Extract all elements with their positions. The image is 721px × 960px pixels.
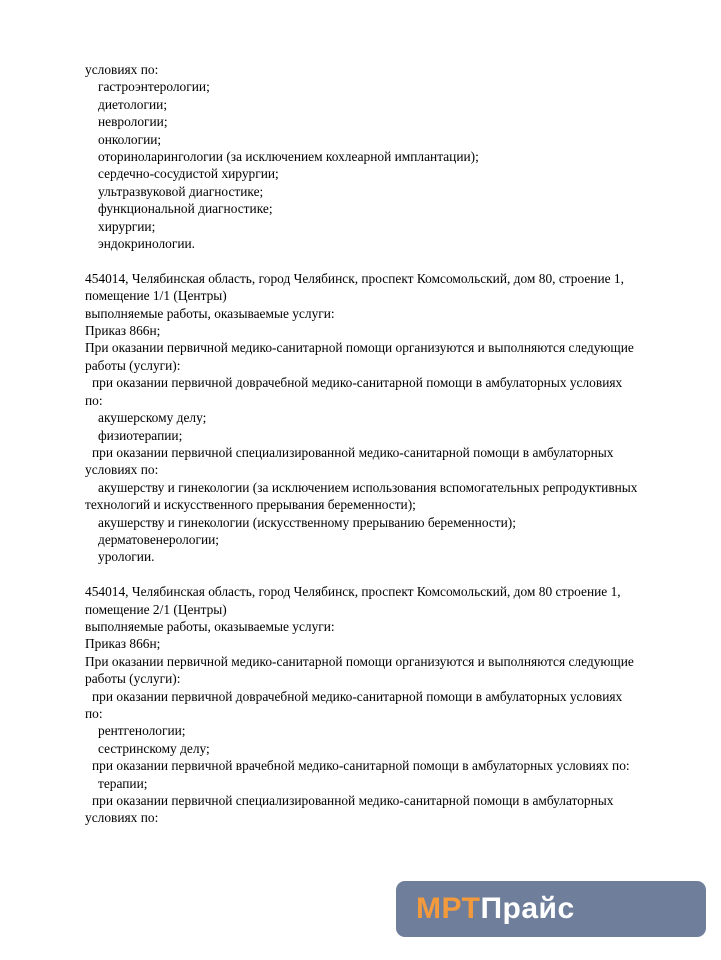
block3-address-line1: 454014, Челябинская область, город Челябинск, проспект Комсомольский, дом 80 строение 1,	[85, 584, 621, 600]
list-item: сестринскому делу;	[98, 740, 210, 756]
list-item: рентгенологии;	[98, 723, 186, 739]
block3-specialized-line2: условиях по:	[85, 810, 159, 826]
block2-prehospital-line2: по:	[85, 392, 103, 408]
list-item: акушерскому делу;	[98, 410, 207, 426]
block1-intro: условиях по:	[85, 62, 159, 77]
block2-order: Приказ 866н;	[85, 323, 161, 339]
list-item: ультразвуковой диагностике;	[98, 183, 264, 199]
list-item: сердечно-сосудистой хирургии;	[98, 166, 279, 182]
block3-specialized-line1: при оказании первичной специализированной медико-санитарной помощи в амбулаторных	[92, 793, 614, 809]
block2-address-line2: помещение 1/1 (Центры)	[85, 288, 227, 304]
list-item: функциональной диагностике;	[98, 201, 273, 217]
list-item: физиотерапии;	[98, 427, 183, 443]
block3-intro-line2: работы (услуги):	[85, 671, 181, 687]
list-item: гастроэнтерологии;	[98, 79, 210, 95]
block2-address-line1: 454014, Челябинская область, город Челябинск, проспект Комсомольский, дом 80, строение 1,	[85, 270, 624, 286]
paragraph-gap	[85, 252, 695, 269]
list-item: акушерству и гинекологии (за исключением использования вспомогательных репродуктивных	[98, 479, 638, 495]
block2-works-label: выполняемые работы, оказываемые услуги:	[85, 305, 335, 321]
list-item: неврологии;	[98, 114, 168, 130]
block3-prehospital-line2: по:	[85, 706, 103, 721]
watermark-part-b: Прайс	[480, 892, 575, 925]
mrtprice-watermark-logo	[396, 881, 706, 937]
list-item: терапии;	[98, 775, 148, 791]
block3-physician-line1: при оказании первичной врачебной медико-санитарной помощи в амбулаторных условиях по:	[92, 758, 630, 774]
block3-address-line2: помещение 2/1 (Центры)	[85, 601, 227, 617]
watermark-text	[416, 892, 575, 926]
block2-intro-line1: При оказании первичной медико-санитарной помощи организуются и выполняются следующие	[85, 340, 634, 356]
paragraph-gap	[85, 566, 695, 583]
list-item: эндокринологии.	[98, 236, 196, 252]
block3-intro-line1: При оказании первичной медико-санитарной помощи организуются и выполняются следующие	[85, 653, 634, 669]
block3-order: Приказ 866н;	[85, 636, 161, 652]
block3-prehospital-line1: при оказании первичной доврачебной медико-санитарной помощи в амбулаторных условиях	[92, 688, 623, 704]
list-item: диетологии;	[98, 96, 168, 112]
list-item: акушерству и гинекологии (искусственному прерыванию беременности);	[98, 514, 516, 530]
block3-works-label: выполняемые работы, оказываемые услуги:	[85, 618, 335, 634]
watermark-part-a: МРТ	[416, 892, 481, 925]
list-item-continuation: технологий и искусственного прерывания беременности);	[85, 497, 416, 513]
list-item: оториноларингологии (за исключением кохлеарной имплантации);	[98, 149, 479, 165]
list-item: урологии.	[98, 549, 155, 565]
document-page	[85, 61, 695, 827]
block2-specialized-line1: при оказании первичной специализированной медико-санитарной помощи в амбулаторных	[92, 444, 614, 460]
block2-prehospital-line1: при оказании первичной доврачебной медико-санитарной помощи в амбулаторных условиях	[92, 375, 623, 391]
block2-intro-line2: работы (услуги):	[85, 357, 181, 373]
list-item: хирургии;	[98, 218, 156, 234]
list-item: дерматовенерологии;	[98, 531, 220, 547]
block2-specialized-line2: условиях по:	[85, 462, 159, 478]
list-item: онкологии;	[98, 131, 162, 147]
